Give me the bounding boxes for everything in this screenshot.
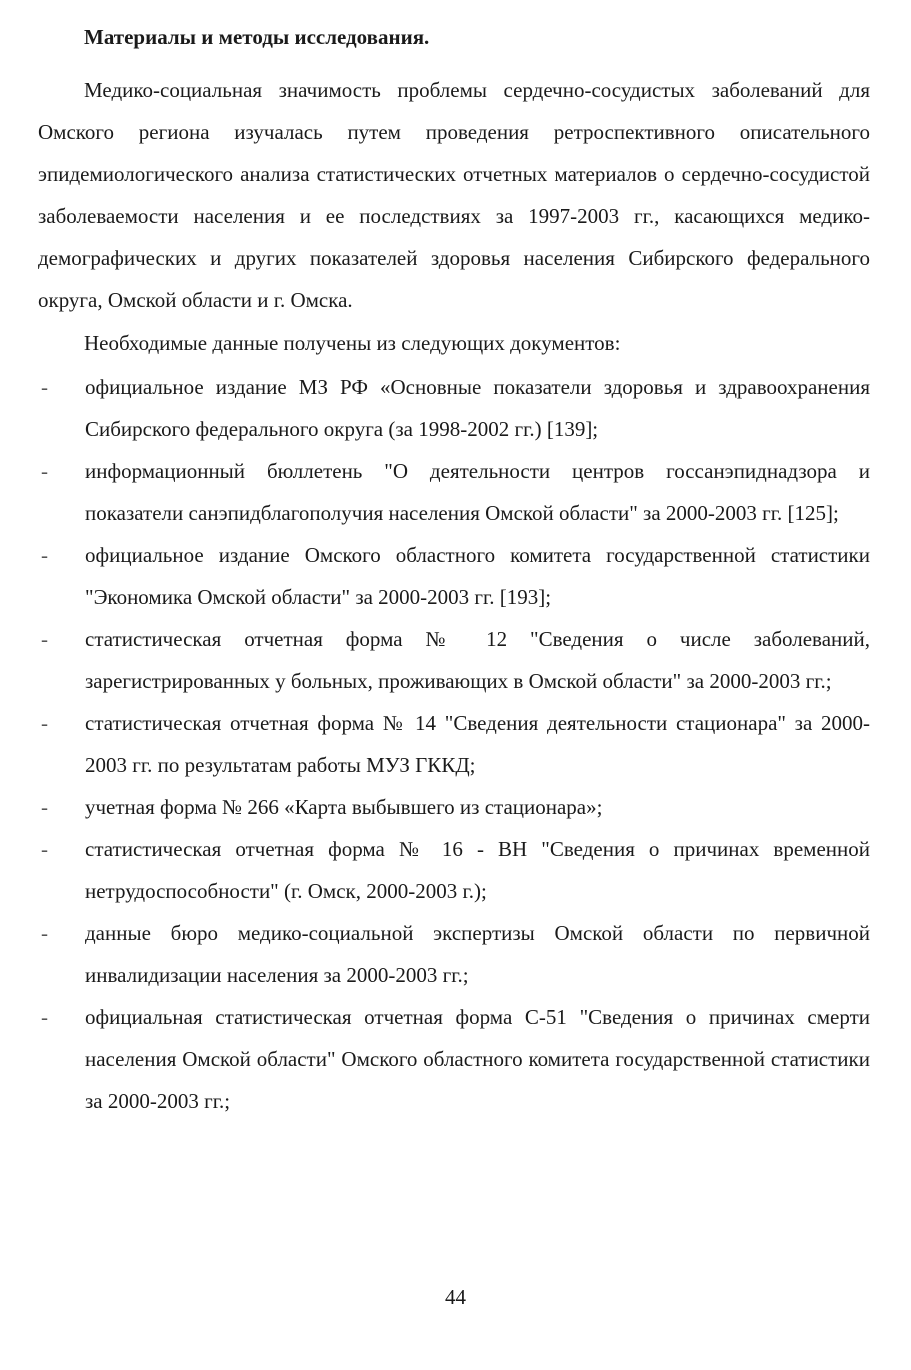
list-item-text: учетная форма № 266 «Карта выбывшего из стационара»; — [85, 795, 603, 819]
list-item-text: статистическая отчетная форма № 14 "Сведения деятельности стационара" за 2000-2003 гг. по результатам работы МУЗ ГККД; — [85, 711, 870, 777]
list-dash: - — [41, 375, 48, 399]
list-item-text: данные бюро медико-социальной экспертизы Омской области по первичной инвалидизации населения за 2000-2003 гг.; — [85, 921, 870, 987]
list-dash: - — [41, 459, 48, 483]
list-dash: - — [41, 837, 48, 861]
list-dash: - — [41, 627, 48, 651]
list-item — [38, 828, 870, 912]
list-dash: - — [41, 711, 48, 735]
list-item — [38, 702, 870, 786]
list-dash: - — [41, 1005, 48, 1029]
intro-paragraph: Медико-социальная значимость проблемы сердечно-сосудистых заболеваний для Омского региона изучалась путем проведения ретроспективного описательного эпидемиологического анализа статистических отчетных материалов о сердечно-сосудистой заболеваемости населения и ее последствиях за 1997-2003 гг., касающихся медико-демографических и других показателей здоровья населения Сибирского федерального округа, Омской области и г. Омска. — [38, 78, 870, 312]
sources-lead-paragraph: Необходимые данные получены из следующих документов: — [84, 331, 621, 355]
list-item-text: официальное издание Омского областного комитета государственной статистики "Экономика Омской области" за 2000-2003 гг. [193]; — [85, 543, 870, 609]
list-dash: - — [41, 543, 48, 567]
list-item — [38, 450, 870, 534]
sources-list — [38, 366, 870, 1122]
list-dash: - — [41, 795, 48, 819]
list-item — [38, 366, 870, 450]
list-item-text: статистическая отчетная форма № 16 - ВН "Сведения о причинах временной нетрудоспособности" (г. Омск, 2000-2003 г.); — [85, 837, 870, 903]
list-dash: - — [41, 921, 48, 945]
list-item — [38, 912, 870, 996]
list-item — [38, 534, 870, 618]
list-item — [38, 996, 870, 1122]
page-number: 44 — [445, 1285, 466, 1309]
list-item — [38, 786, 870, 828]
list-item — [38, 618, 870, 702]
list-item-text: статистическая отчетная форма № 12 "Сведения о числе заболеваний, зарегистрированных у больных, проживающих в Омской области" за 2000-2003 гг.; — [85, 627, 870, 693]
section-heading: Материалы и методы исследования. — [84, 25, 430, 49]
list-item-text: официальная статистическая отчетная форма С-51 "Сведения о причинах смерти населения Омской области" Омского областного комитета государственной статистики за 2000-2003 гг.; — [85, 1005, 870, 1113]
list-item-text: информационный бюллетень "О деятельности центров госсанэпиднадзора и показатели санэпидблагополучия населения Омской области" за 2000-2003 гг. [125]; — [85, 459, 870, 525]
list-item-text: официальное издание МЗ РФ «Основные показатели здоровья и здравоохранения Сибирского федерального округа (за 1998-2002 гг.) [139]; — [85, 375, 870, 441]
